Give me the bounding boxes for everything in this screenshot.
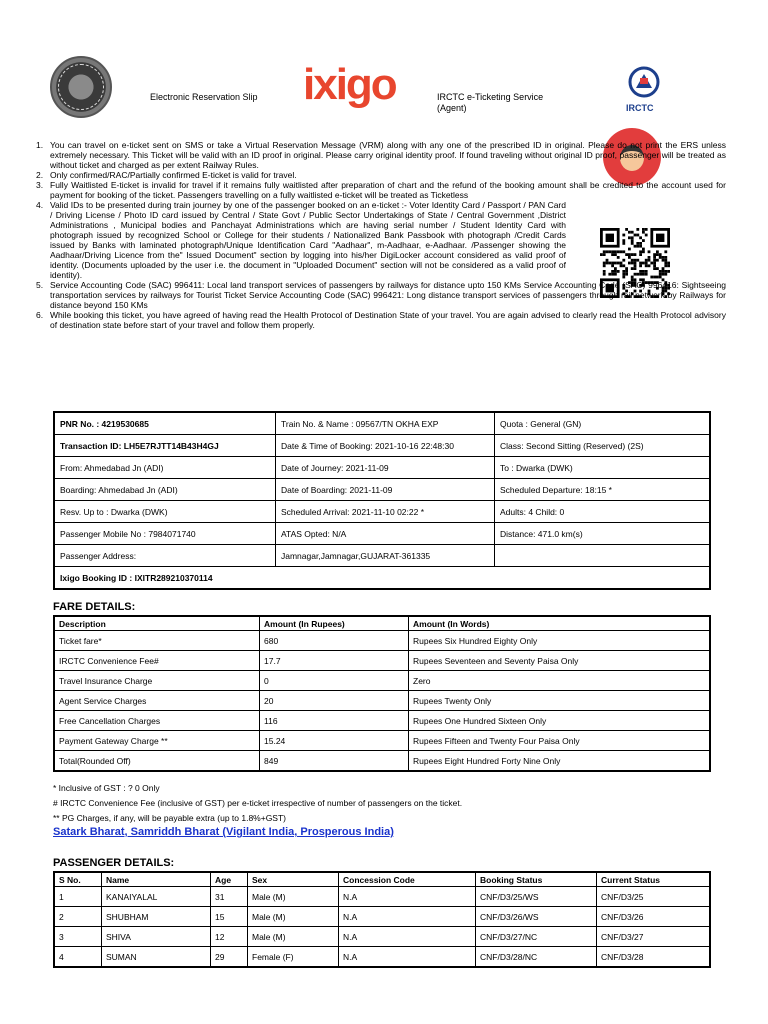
column-header: Description: [54, 616, 260, 631]
table-row: [54, 631, 710, 651]
distance: Distance: 471.0 km(s): [495, 523, 711, 545]
travel-class: Class: Second Sitting (Reserved) (2S): [495, 435, 711, 457]
table-cell: 17.7: [260, 651, 409, 671]
table-cell: CNF/D3/25: [597, 887, 711, 907]
instruction-text: Valid IDs to be presented during train journey by one of the passenger booked on an e-ticket :- Voter Identity Card / Passport / PAN Card / Driving License / Photo ID card issued by Central / State Govt / Public Sector Undertakings of State / Central Government ,District Administrations , Municipal bodies and Panchayat Administrations which are having serial number / Student Identity Card with photograph issued by recognized School or College for their students / Nationalized Bank Passbook with photograph /Credit Cards issued by Banks with laminated photograph/Unique Identification Card "Aadhaar", m-Aadhaar, e-Aadhaar. /Passenger showing the Aadhaar/Driving Licence from the" Issued Document" section by logging into his/her DigiLocker account considered as valid proof of identity. (Documents uploaded by the user i.e. the document in "Uploaded Document" section will not be considered as a valid proof of identity).: [50, 200, 566, 280]
table-cell: CNF/D3/28/NC: [476, 947, 597, 968]
column-header: Current Status: [597, 872, 711, 887]
booking-time: Date & Time of Booking: 2021-10-16 22:48:30: [276, 435, 495, 457]
atas-opted: ATAS Opted: N/A: [276, 523, 495, 545]
column-header: Booking Status: [476, 872, 597, 887]
column-header: Sex: [248, 872, 339, 887]
table-cell: KANAIYALAL: [102, 887, 211, 907]
table-cell: CNF/D3/27: [597, 927, 711, 947]
from-station: From: Ahmedabad Jn (ADI): [54, 457, 276, 479]
empty-cell: [495, 545, 711, 567]
instruction-text: Only confirmed/RAC/Partially confirmed E-ticket is valid for travel.: [50, 170, 297, 180]
table-row: [54, 731, 710, 751]
table-cell: Zero: [409, 671, 711, 691]
table-row: [54, 927, 710, 947]
table-cell: 15.24: [260, 731, 409, 751]
instruction-number: 3.: [36, 180, 44, 190]
table-cell: CNF/D3/28: [597, 947, 711, 968]
table-cell: 29: [211, 947, 248, 968]
table-cell: Rupees Seventeen and Seventy Paisa Only: [409, 651, 711, 671]
table-cell: CNF/D3/25/WS: [476, 887, 597, 907]
boarding-date: Date of Boarding: 2021-11-09: [276, 479, 495, 501]
table-cell: IRCTC Convenience Fee#: [54, 651, 260, 671]
table-cell: Travel Insurance Charge: [54, 671, 260, 691]
table-cell: 12: [211, 927, 248, 947]
instruction-text: While booking this ticket, you have agreed of having read the Health Protocol of Destination State of your travel. You are again advised to clearly read the Health Protocol advisory of destination state before start of your travel and follow them properly.: [50, 310, 726, 330]
table-row: [54, 947, 710, 968]
instruction-number: 4.: [36, 200, 44, 210]
instruction-item: [36, 170, 726, 180]
table-cell: Rupees Twenty Only: [409, 691, 711, 711]
table-cell: N.A: [339, 887, 476, 907]
train-name: Train No. & Name : 09567/TN OKHA EXP: [276, 412, 495, 435]
instruction-number: 2.: [36, 170, 44, 180]
table-cell: Rupees Eight Hundred Forty Nine Only: [409, 751, 711, 772]
journey-info-table: [53, 411, 711, 590]
column-header: Name: [102, 872, 211, 887]
reservation-upto: Resv. Up to : Dwarka (DWK): [54, 501, 276, 523]
table-cell: 20: [260, 691, 409, 711]
irctc-service-label: IRCTC e-Ticketing Service (Agent): [437, 92, 544, 113]
table-cell: Free Cancellation Charges: [54, 711, 260, 731]
mobile-number: Passenger Mobile No : 7984071740: [54, 523, 276, 545]
indian-railways-logo: [50, 56, 112, 118]
instruction-text: Service Accounting Code (SAC) 996411: Local land transport services of passengers by railways for distance upto 150 KMs Service Accounting Code (SAC) 996416: Sightseeing transportation services by railways for Tourist Ticket Service Accounting Code (SAC) 996421: Long distance transport services of passengers through rail network by Railways for distance beyond 150 KMs: [50, 280, 726, 310]
table-row: [54, 907, 710, 927]
table-cell: CNF/D3/26/WS: [476, 907, 597, 927]
instruction-item: [36, 180, 726, 200]
table-cell: Female (F): [248, 947, 339, 968]
passenger-count: Adults: 4 Child: 0: [495, 501, 711, 523]
table-cell: 1: [54, 887, 102, 907]
table-row: [54, 751, 710, 772]
table-cell: Male (M): [248, 907, 339, 927]
fare-note-1: * Inclusive of GST : ? 0 Only: [53, 783, 160, 793]
column-header: Age: [211, 872, 248, 887]
instruction-number: 6.: [36, 310, 44, 320]
instruction-item: [36, 200, 566, 280]
scheduled-arrival: Scheduled Arrival: 2021-11-10 02:22 *: [276, 501, 495, 523]
table-cell: 2: [54, 907, 102, 927]
table-cell: 116: [260, 711, 409, 731]
table-row: [54, 691, 710, 711]
table-cell: Ticket fare*: [54, 631, 260, 651]
table-cell: Rupees Six Hundred Eighty Only: [409, 631, 711, 651]
instructions-list: [36, 140, 726, 330]
table-cell: 15: [211, 907, 248, 927]
to-station: To : Dwarka (DWK): [495, 457, 711, 479]
table-cell: N.A: [339, 927, 476, 947]
table-cell: 849: [260, 751, 409, 772]
column-header: Amount (In Words): [409, 616, 711, 631]
journey-date: Date of Journey: 2021-11-09: [276, 457, 495, 479]
table-cell: N.A: [339, 947, 476, 968]
table-cell: 31: [211, 887, 248, 907]
instruction-item: [36, 280, 726, 310]
quota: Quota : General (GN): [495, 412, 711, 435]
table-cell: Total(Rounded Off): [54, 751, 260, 772]
instruction-item: [36, 140, 726, 170]
pnr: PNR No. : 4219530685: [54, 412, 276, 435]
slogan: Satark Bharat, Samriddh Bharat (Vigilant India, Prosperous India): [53, 826, 394, 838]
scheduled-departure: Scheduled Departure: 18:15 *: [495, 479, 711, 501]
table-row: [54, 671, 710, 691]
table-cell: SUMAN: [102, 947, 211, 968]
address: Jamnagar,Jamnagar,GUJARAT-361335: [276, 545, 495, 567]
fare-table: [53, 615, 711, 772]
instruction-text: You can travel on e-ticket sent on SMS or take a Virtual Reservation Message (VRM) along with any one of the prescribed ID in original. Please do not print the ERS unless extremely necessary. This Ticket will be valid with an ID proof in original. Please carry original identity proof. If found traveling without original ID proof, passenger will be treated as without ticket and charged as per extent Railway Rules.: [50, 140, 726, 170]
ers-title: Electronic Reservation Slip: [150, 92, 258, 102]
table-cell: Agent Service Charges: [54, 691, 260, 711]
column-header: Amount (In Rupees): [260, 616, 409, 631]
table-cell: N.A: [339, 907, 476, 927]
table-cell: Male (M): [248, 887, 339, 907]
instruction-item: [36, 310, 726, 330]
table-cell: SHIVA: [102, 927, 211, 947]
fare-heading: FARE DETAILS:: [53, 601, 136, 613]
transaction-id: Transaction ID: LH5E7RJTT14B43H4GJ: [54, 435, 276, 457]
boarding-station: Boarding: Ahmedabad Jn (ADI): [54, 479, 276, 501]
fare-note-3: ** PG Charges, if any, will be payable extra (up to 1.8%+GST): [53, 813, 286, 823]
table-cell: 680: [260, 631, 409, 651]
instruction-number: 1.: [36, 140, 44, 150]
table-cell: SHUBHAM: [102, 907, 211, 927]
irctc-logo-text: IRCTC: [626, 103, 654, 113]
address-label: Passenger Address:: [54, 545, 276, 567]
table-row: [54, 711, 710, 731]
table-cell: CNF/D3/26: [597, 907, 711, 927]
table-cell: CNF/D3/27/NC: [476, 927, 597, 947]
ixigo-logo: ixigo: [303, 60, 396, 109]
instruction-text: Fully Waitlisted E-ticket is invalid for travel if it remains fully waitlisted after preparation of chart and the refund of the booking amount shall be credited to the account used for payment for booking of the ticket. Passengers travelling on a fully waitlisted e-ticket will be treated as Ticketless: [50, 180, 726, 200]
table-cell: 0: [260, 671, 409, 691]
instruction-number: 5.: [36, 280, 44, 290]
passenger-heading: PASSENGER DETAILS:: [53, 857, 175, 869]
table-cell: Rupees One Hundred Sixteen Only: [409, 711, 711, 731]
table-cell: Payment Gateway Charge **: [54, 731, 260, 751]
table-cell: 4: [54, 947, 102, 968]
ixigo-booking-id: Ixigo Booking ID : IXITR289210370114: [54, 567, 710, 590]
table-row: [54, 651, 710, 671]
table-cell: Rupees Fifteen and Twenty Four Paisa Only: [409, 731, 711, 751]
table-cell: Male (M): [248, 927, 339, 947]
passenger-table: [53, 871, 711, 968]
column-header: S No.: [54, 872, 102, 887]
table-row: [54, 887, 710, 907]
fare-note-2: # IRCTC Convenience Fee (inclusive of GST) per e-ticket irrespective of number of passengers on the ticket.: [53, 798, 463, 808]
column-header: Concession Code: [339, 872, 476, 887]
table-cell: 3: [54, 927, 102, 947]
